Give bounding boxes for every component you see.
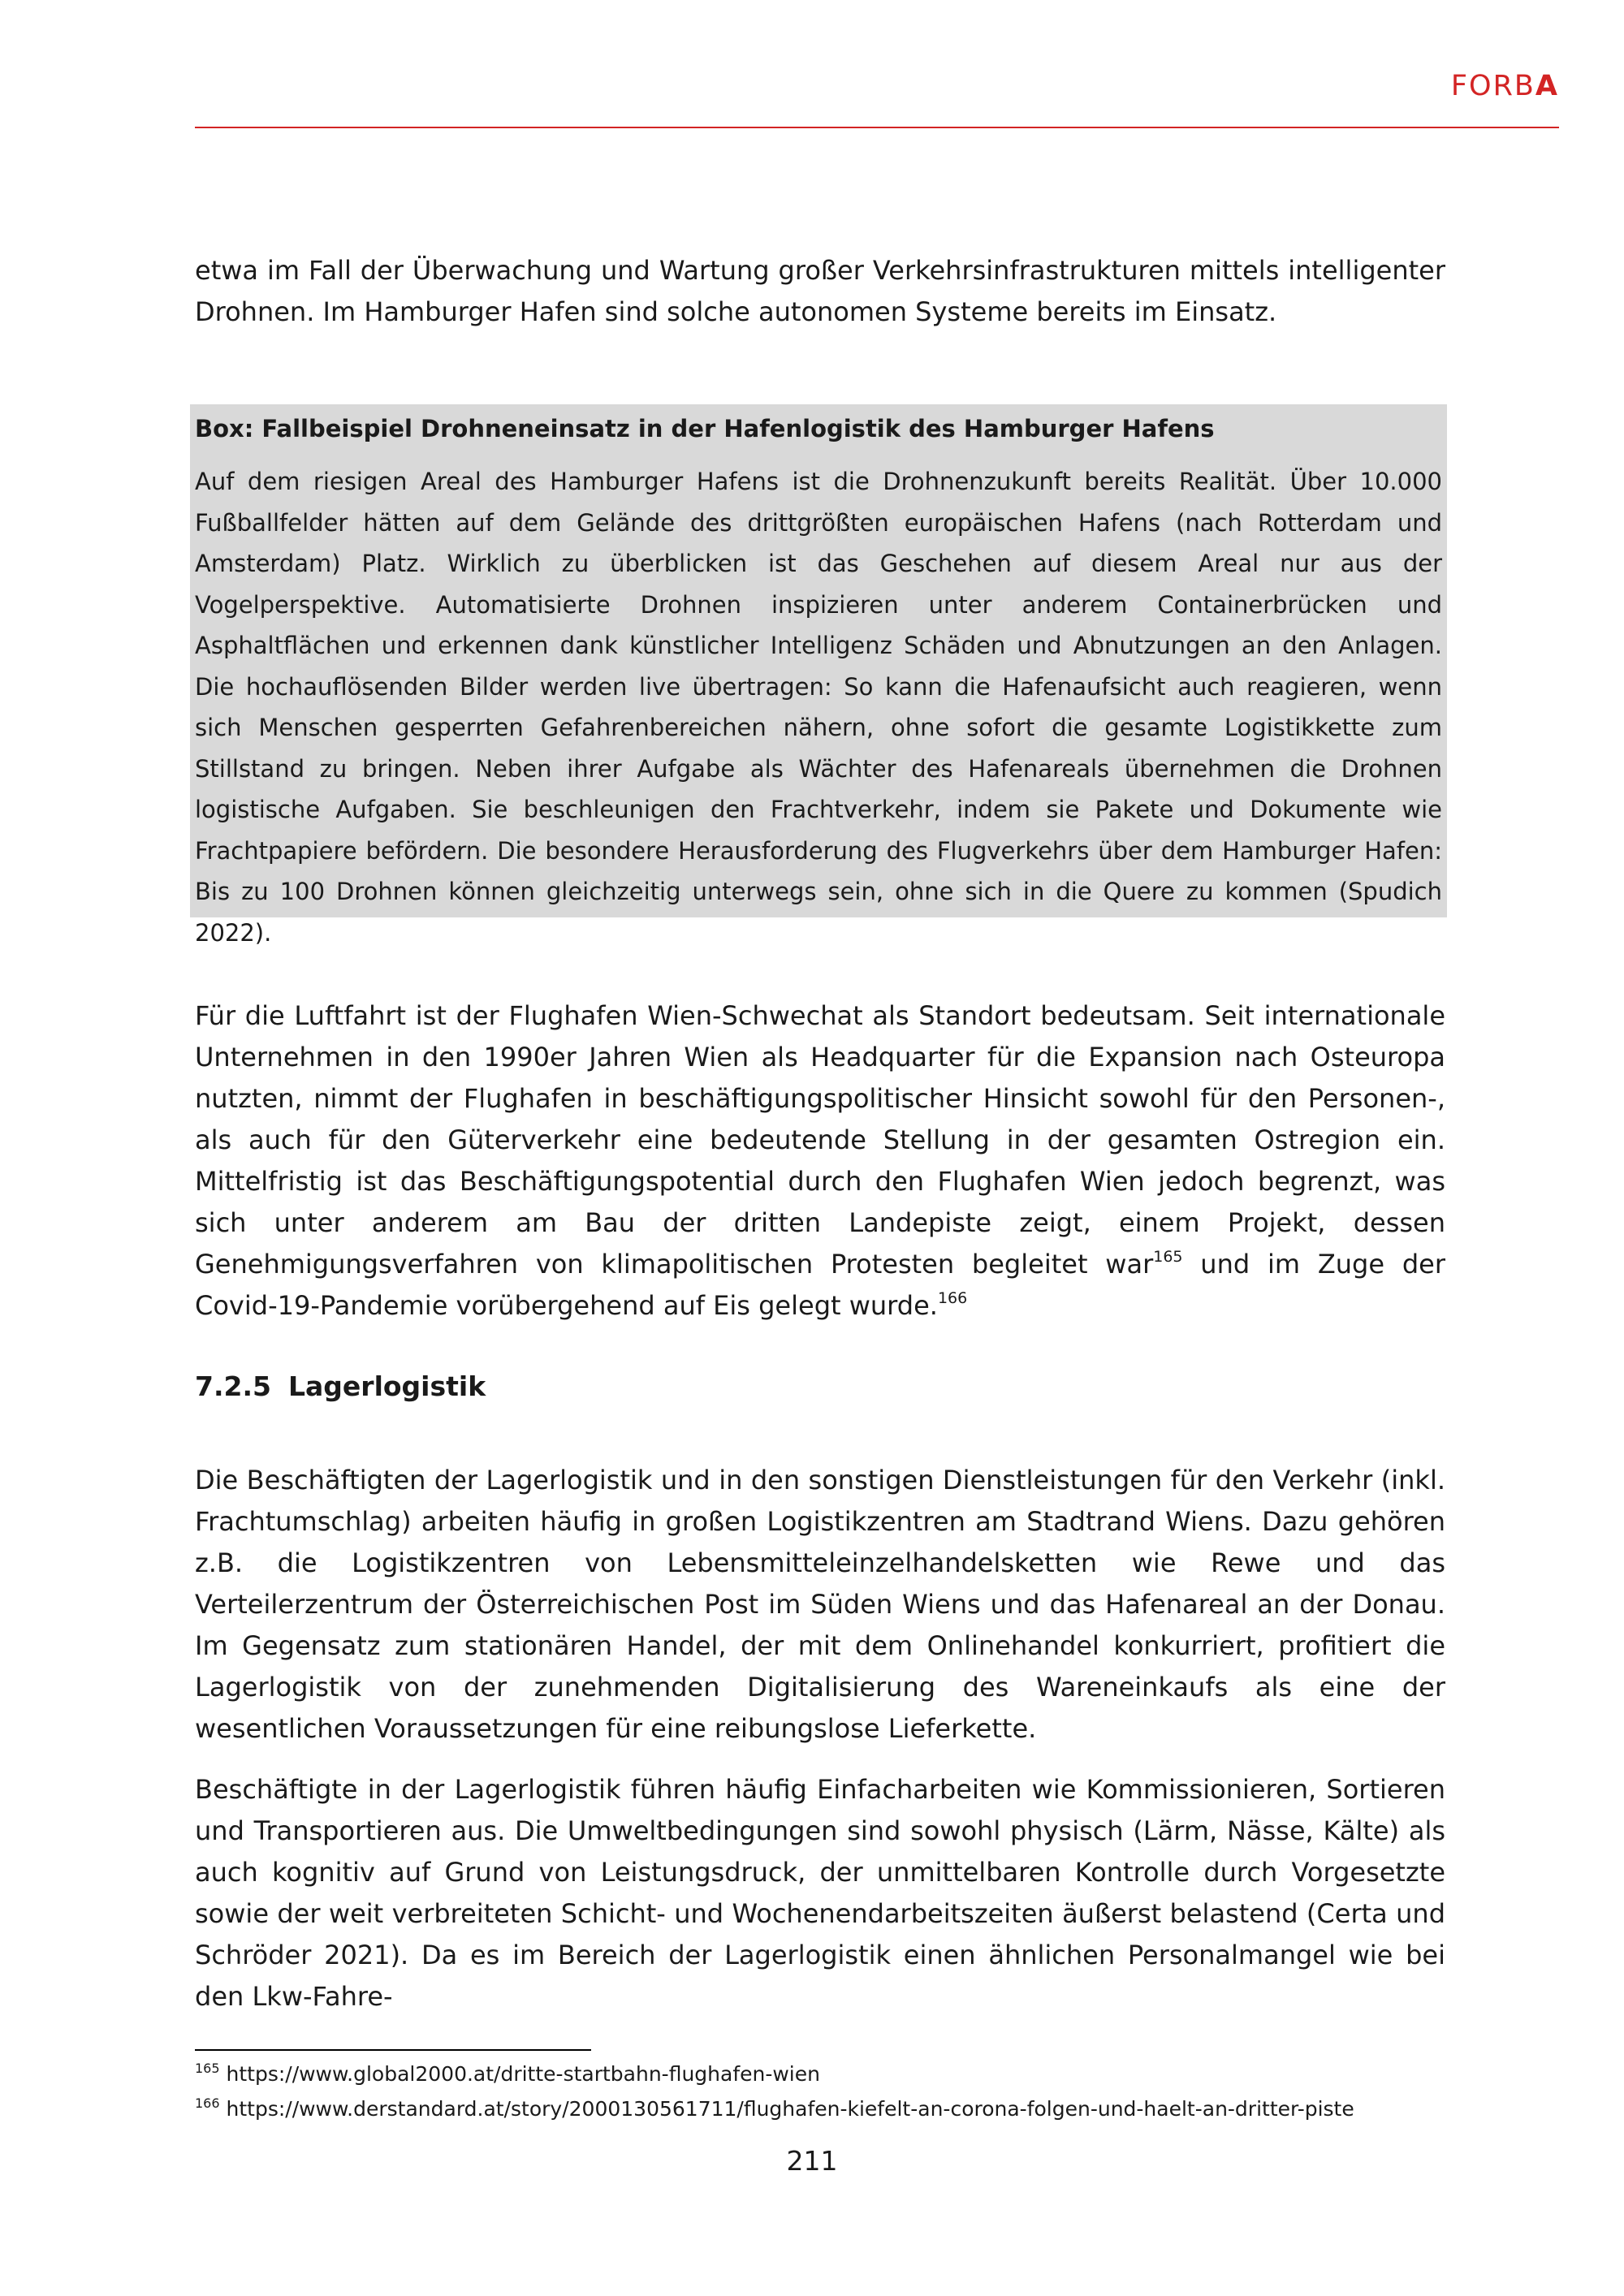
lager-paragraph-1: Die Beschäftigten der Lagerlogistik und in den sonstigen Dienstleistungen für den Verkehr (inkl. Frachtumschlag) arbeiten häufig in großen Logistikzentren am Stadtrand Wiens. Dazu gehören z.B. die Logistikzentren von Lebensmitteleinzelhandelsketten wie Rewe und das Verteilerzentrum der Österreichischen Post im Süden Wiens und das Hafenareal an der Donau. Im Gegensatz zum stationären Handel, der mit dem Onlinehandel konkurriert, profitiert die Lagerlogistik von der zunehmenden Digitalisierung des Wareneinkaufs als eine der wesentlichen Voraussetzungen für eine reibungslose Lieferkette. [195, 1465, 1445, 1744]
lager-paragraph-2: Beschäftigte in der Lagerlogistik führen häufig Einfacharbeiten wie Kommissionieren, Sortieren und Transportieren aus. Die Umweltbedingungen sind sowohl physisch (Lärm, Nässe, Kälte) als auch kognitiv auf Grund von Leistungsdruck, der unmittelbaren Kontrolle durch Vorgesetzte sowie der weit verbreiteten Schicht- und Wochenendarbeitszeiten äußerst belastend (Certa und Schröder 2021). Da es im Bereich der Lagerlogistik einen ähnlichen Personalmangel wie bei den Lkw-Fahre- [195, 1774, 1445, 2012]
logo-text: FORB [1450, 70, 1535, 102]
section-title: Lagerlogistik [288, 1370, 486, 1402]
airport-text-part-2: und im Zuge der Covid-19-Pandemie vorübergehend auf Eis gelegt wurde. [195, 1249, 1446, 1321]
logo-accent-letter: A [1535, 70, 1559, 102]
footnote-166 [195, 2095, 1354, 2123]
box-title: Box: Fallbeispiel Drohneneinsatz in der Hafenlogistik des Hamburger Hafens [195, 415, 1215, 442]
box-text: Auf dem riesigen Areal des Hamburger Hafens ist die Drohnenzukunft bereits Realität. Über 10.000 Fußballfelder hätten auf dem Gelände des drittgrößten europäischen Hafens (nach Rotterdam und Amsterdam) Platz. Wirklich zu überblicken ist das Geschehen auf diesem Areal nur aus der Vogelperspektive. Automatisierte Drohnen inspizieren unter anderem Containerbrücken und Asphaltflächen und erkennen dank künstlicher Intelligenz Schäden und Abnutzungen an den Anlagen. Die hochauflösenden Bilder werden live übertragen: So kann die Hafenaufsicht auch reagieren, wenn sich Menschen gesperrten Gefahrenbereichen nähern, ohne sofort die gesamte Logistikkette zum Stillstand zu bringen. Neben ihrer Aufgabe als Wächter des Hafenareals übernehmen die Drohnen logistische Aufgaben. Sie beschleunigen den Frachtverkehr, indem sie Pakete und Dokumente wie Frachtpapiere befördern. Die besondere Herausforderung des Flugverkehrs über dem Hamburger Hafen: Bis zu 100 Drohnen können gleichzeitig unterwegs sein, ohne sich in die Quere zu kommen (Spudich 2022). [195, 468, 1442, 947]
airport-text-part-1: Für die Luftfahrt ist der Flughafen Wien-Schwechat als Standort bedeutsam. Seit internationale Unternehmen in den 1990er Jahren Wien als Headquarter für die Expansion nach Osteuropa nutzten, nimmt der Flughafen in beschäftigungspolitischer Hinsicht sowohl für den Personen-, als auch für den Güterverkehr eine bedeutende Stellung in der gesamten Ostregion ein. Mittelfristig ist das Beschäftigungspotential durch den Flughafen Wien jedoch begrenzt, was sich unter anderem am Bau der dritten Landepiste zeigt, einem Projekt, dessen Genehmigungsverfahren von klimapolitischen Protesten begleitet war [195, 1000, 1445, 1280]
section-heading [195, 1370, 486, 1402]
page-number: 211 [786, 2145, 838, 2177]
footnote-165 [195, 2061, 820, 2088]
footnote-number: 165 [195, 2061, 220, 2076]
airport-paragraph [195, 995, 1445, 1327]
section-number: 7.2.5 [195, 1370, 271, 1402]
footnote-ref-166[interactable]: 166 [937, 1289, 968, 1307]
forba-logo [1451, 70, 1559, 102]
header-divider [195, 127, 1559, 128]
intro-paragraph: etwa im Fall der Überwachung und Wartung großer Verkehrsinfrastrukturen mittels intelligenter Drohnen. Im Hamburger Hafen sind solche autonomen Systeme bereits im Einsatz. [195, 255, 1445, 327]
footnote-number: 166 [195, 2095, 220, 2111]
footnote-link[interactable]: https://www.derstandard.at/story/2000130561711/flughafen-kiefelt-an-corona-folgen-und-haelt-an-dritter-piste [226, 2097, 1354, 2121]
case-study-box [190, 404, 1447, 947]
footnote-divider [195, 2049, 591, 2051]
footnote-link[interactable]: https://www.global2000.at/dritte-startbahn-flughafen-wien [226, 2062, 820, 2086]
footnote-ref-165[interactable]: 165 [1153, 1248, 1183, 1266]
